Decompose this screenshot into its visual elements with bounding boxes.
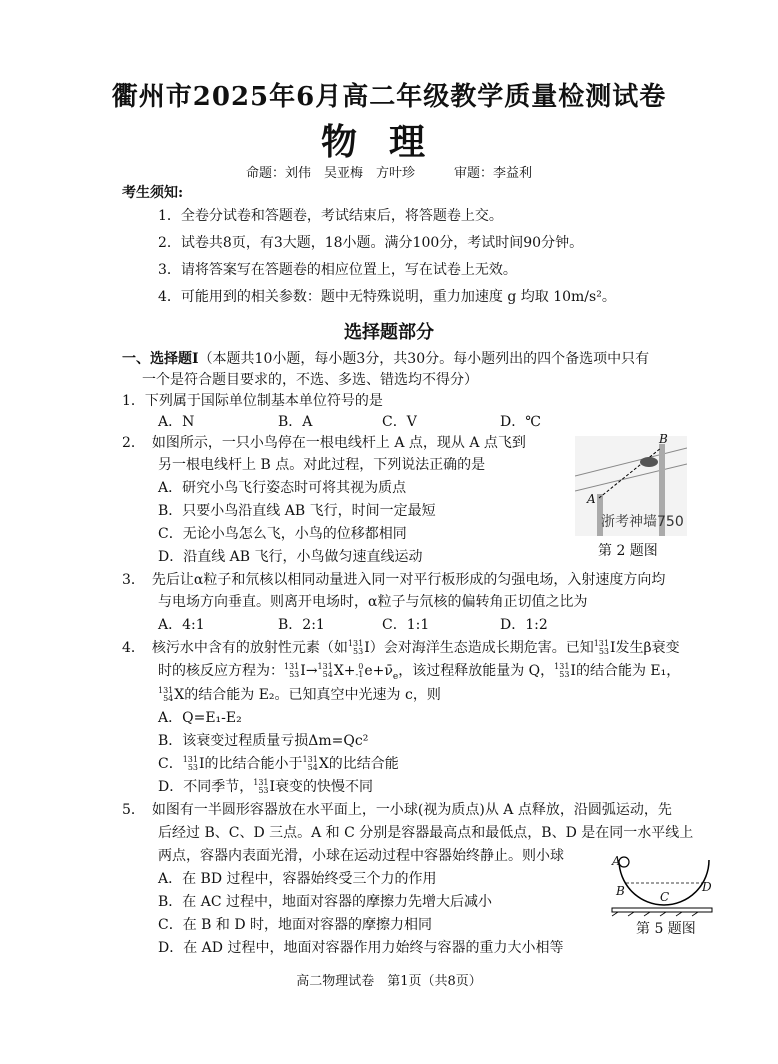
- notice-item-2: 2．试卷共8页，有3大题，18小题。满分100分，考试时间90分钟。: [158, 235, 584, 251]
- q2-figure: [575, 432, 687, 536]
- q5-figure-caption: 第 5 题图: [636, 921, 696, 937]
- q4-stem-3: [158, 684, 441, 704]
- plus-sign: +: [343, 663, 356, 679]
- notice-title: 考生须知:: [122, 185, 184, 201]
- part-desc-2: 一个是符合题目要求的，不选、多选、错选均不得分）: [142, 372, 478, 388]
- atomic-number: -1: [355, 670, 364, 679]
- atomic-number: 53: [289, 670, 300, 679]
- notice-item-3: 3．请将答案写在答题卷的相应位置上，写在试卷上无效。: [158, 262, 517, 278]
- ground-hatch: [676, 912, 682, 916]
- nuclide-x131: [303, 756, 329, 772]
- particle-symbol: e: [364, 663, 373, 679]
- q4-stem-2: [158, 660, 680, 682]
- antineutrino-symbol: ν̄: [384, 663, 393, 679]
- q5-option-b: B．在 AC 过程中，地面对容器的摩擦力先增大后减小: [158, 894, 493, 910]
- atomic-number: 53: [598, 647, 609, 656]
- atomic-number: 54: [163, 694, 174, 703]
- q2-option-c: C．无论小鸟怎么飞，小鸟的位移都相同: [158, 526, 407, 542]
- q5-label-b: B: [616, 884, 625, 898]
- q4-text: 时的核反应方程为：: [158, 663, 284, 679]
- atomic-number: 53: [353, 647, 364, 656]
- q3-option-b: B．2:1: [278, 617, 325, 633]
- q5-stem-2: 后经过 B、C、D 三点。A 和 C 分别是容器最高点和最低点，B、D 是在同一水平线上: [158, 825, 694, 841]
- q4-option-c-prefix: C．: [158, 756, 183, 772]
- ground-hatch: [644, 912, 650, 916]
- q2-stem-2: 另一根电线杆上 B 点。对此过程，下列说法正确的是: [158, 457, 486, 473]
- mass-number: 131: [317, 662, 333, 671]
- mass-number: 131: [302, 755, 318, 764]
- q5-option-d: D．在 AD 过程中，地面对容器作用力始终与容器的重力大小相等: [158, 940, 564, 956]
- q3-stem-1: 3． 先后让α粒子和氘核以相同动量进入同一对平行板形成的匀强电场，入射速度方向均: [122, 572, 666, 588]
- exam-title: 衢州市2025年6月高二年级教学质量检测试卷: [111, 82, 667, 112]
- element-symbol: I: [269, 779, 276, 795]
- q3-option-d: D．1:2: [500, 617, 548, 633]
- q1-option-d: D．℃: [500, 414, 541, 430]
- element-symbol: I: [300, 663, 306, 679]
- atomic-number: 54: [322, 670, 333, 679]
- q4-option-b: B．该衰变过程质量亏损Δm=Qc²: [158, 733, 369, 749]
- part-desc-1: （本题共10小题，每小题3分，共30分。每小题列出的四个备选项中只有: [198, 351, 650, 367]
- section-heading: 选择题部分: [344, 322, 434, 343]
- q4-option-d-prefix: D．不同季节，: [158, 779, 254, 795]
- q3-stem-2: 与电场方向垂直。则离开电场时，α粒子与氘核的偏转角正切值之比为: [158, 594, 588, 610]
- mass-number: 131: [284, 662, 300, 671]
- ground-hatch: [660, 912, 666, 916]
- reaction-arrow: →: [305, 663, 318, 679]
- element-symbol: X: [318, 756, 329, 772]
- q1-option-b: B．A: [278, 414, 313, 430]
- nuclide-x131: [158, 687, 184, 703]
- element-symbol: I: [199, 756, 205, 772]
- q5-option-a: A．在 BD 过程中，容器始终受三个力的作用: [158, 871, 437, 887]
- atomic-number: 53: [258, 786, 269, 795]
- subject-title: 物理: [320, 121, 457, 163]
- nuclide-i131: [253, 779, 275, 795]
- ground-surface: [612, 908, 712, 912]
- nuclide-i131: [183, 756, 205, 772]
- ground-hatch: [692, 912, 698, 916]
- atomic-number: 53: [187, 763, 198, 772]
- q5-option-c: C．在 B 和 D 时，地面对容器的摩擦力相同: [158, 917, 433, 933]
- q2-option-b: B．只要小鸟沿直线 AB 飞行，时间一定最短: [158, 503, 436, 519]
- element-symbol: I: [610, 640, 616, 656]
- q5-stem-3: 两点，容器内表面光滑，小球在运动过程中容器始终静止。则小球: [158, 848, 564, 864]
- q4-option-a: A．Q=E₁-E₂: [158, 710, 242, 726]
- ground-hatch: [612, 912, 618, 916]
- page-footer: 高二物理试卷 第1页（共8页）: [296, 974, 482, 989]
- atomic-number: 54: [307, 763, 318, 772]
- q4-text: ，该过程释放能量为 Q，: [398, 663, 555, 679]
- q5-label-d: D: [702, 880, 712, 894]
- bird-icon: [640, 457, 658, 467]
- notice-item-1: 1．全卷分试卷和答题卷，考试结束后，将答题卷上交。: [158, 208, 503, 224]
- q2-label-a: A: [587, 492, 596, 506]
- element-symbol: X: [174, 687, 185, 703]
- atomic-number: 53: [559, 670, 570, 679]
- q5-label-c: C: [660, 890, 670, 904]
- element-symbol: X: [333, 663, 344, 679]
- q1-option-c: C．V: [382, 414, 417, 430]
- q2-label-b: B: [659, 432, 668, 446]
- q4-option-c-suffix: 的比结合能: [328, 756, 399, 772]
- q4-text: 4． 核污水中含有的放射性元素（如: [122, 640, 348, 656]
- part-label: 一、选择题Ⅰ: [122, 351, 199, 367]
- q2-option-d: D．沿直线 AB 飞行，小鸟做匀速直线运动: [158, 549, 423, 565]
- watermark: 浙考神墙750: [601, 514, 684, 530]
- q4-stem-1: [122, 637, 680, 657]
- mass-number: 0: [358, 662, 364, 671]
- q4-text: 的结合能为 E₂。已知真空中光速为 c，则: [184, 687, 441, 703]
- plus-sign: +: [372, 663, 385, 679]
- nuclide-i131: [594, 640, 616, 656]
- nuclide-i131: [284, 663, 306, 679]
- authors-line: 命题：刘伟 吴亚梅 方叶珍 审题：李益利: [245, 166, 532, 181]
- nuclide-i131: [348, 640, 370, 656]
- part-header: [122, 348, 649, 368]
- q4-option-c: [158, 753, 399, 773]
- q2-option-a: A．研究小鸟飞行姿态时可将其视为质点: [158, 480, 407, 496]
- q5-stem-1: 5． 如图有一半圆形容器放在水平面上，一小球(视为质点)从 A 点释放，沿圆弧运动，先: [122, 802, 672, 818]
- q4-option-c-middle: 的比结合能小于: [204, 756, 303, 772]
- q3-option-c: C．1:1: [382, 617, 430, 633]
- mass-number: 131: [347, 639, 364, 648]
- q2-figure-caption: 第 2 题图: [598, 543, 658, 559]
- nuclide-x131: [318, 663, 344, 679]
- particle-electron: [356, 663, 373, 679]
- element-symbol: I: [570, 663, 576, 679]
- q1-option-a: A．N: [158, 414, 195, 430]
- antineutrino-subscript: e: [392, 671, 399, 682]
- q4-option-d-suffix: 衰变的快慢不同: [275, 779, 374, 795]
- q2-stem-1: 2． 如图所示，一只小鸟停在一根电线杆上 A 点，现从 A 点飞到: [122, 435, 526, 451]
- q4-text: 的结合能为 E₁，: [575, 663, 681, 679]
- mass-number: 131: [253, 778, 269, 787]
- q3-option-a: A．4:1: [158, 617, 205, 633]
- element-symbol: I: [364, 640, 370, 656]
- q1-stem: 1．下列属于国际单位制基本单位符号的是: [122, 393, 383, 409]
- mass-number: 131: [593, 639, 609, 648]
- q4-text: 发生β衰变: [615, 640, 680, 656]
- nuclide-i131: [554, 663, 576, 679]
- notice-item-4: 4．可能用到的相关参数：题中无特殊说明，重力加速度 g 均取 10m/s²。: [158, 289, 616, 305]
- mass-number: 131: [182, 755, 198, 764]
- mass-number: 131: [554, 662, 570, 671]
- ground-hatch: [628, 912, 634, 916]
- q5-label-a: A: [612, 854, 621, 868]
- q5-figure: [604, 850, 714, 920]
- q4-text: ）会对海洋生态造成长期危害。已知: [369, 640, 594, 656]
- mass-number: 131: [158, 686, 174, 695]
- q4-option-d: [158, 776, 373, 796]
